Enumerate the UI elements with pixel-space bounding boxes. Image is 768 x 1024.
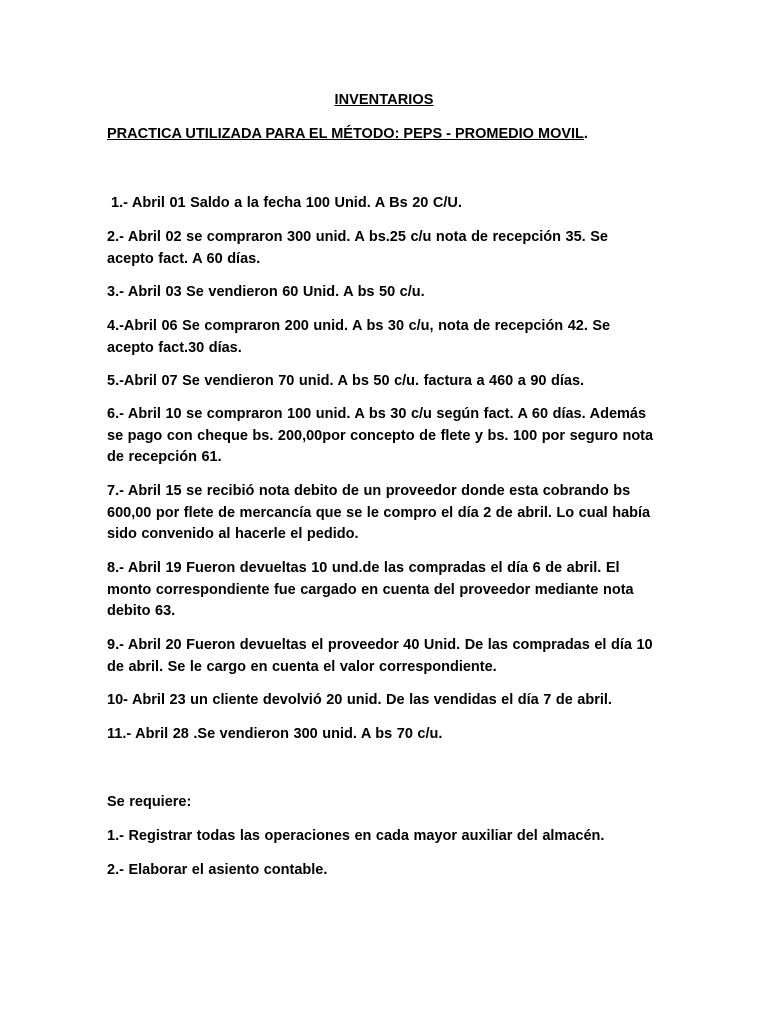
- list-item: 10- Abril 23 un cliente devolvió 20 unid. De las vendidas el día 7 de abril.: [107, 692, 612, 708]
- list-item: 7.- Abril 15 se recibió nota debito de un proveedor donde esta cobrando bs 600,00 por flete de mercancía que se le compro el día 2 de abril. Lo cual había sido convenido al hacerle el pedido.: [107, 483, 651, 542]
- list-item: 2.- Abril 02 se compraron 300 unid. A bs.25 c/u nota de recepción 35. Se acepto fact. A 60 días.: [107, 229, 608, 267]
- requirements-heading: Se requiere:: [107, 794, 192, 810]
- list-item: 8.- Abril 19 Fueron devueltas 10 und.de las compradas el día 6 de abril. El monto correspondiente fue cargado en cuenta del proveedor mediante nota debito 63.: [107, 560, 634, 619]
- document-title: INVENTARIOS: [334, 92, 434, 108]
- list-item: 4.-Abril 06 Se compraron 200 unid. A bs 30 c/u, nota de recepción 42. Se acepto fact.30 días.: [107, 318, 611, 356]
- list-item: 5.-Abril 07 Se vendieron 70 unid. A bs 50 c/u. factura a 460 a 90 días.: [107, 373, 585, 389]
- list-item: 6.- Abril 10 se compraron 100 unid. A bs 30 c/u según fact. A 60 días. Además se pago con cheque bs. 200,00por concepto de flete y bs. 100 por seguro nota de recepción 61.: [107, 406, 654, 465]
- requirement-item: 1.- Registrar todas las operaciones en cada mayor auxiliar del almacén.: [107, 828, 605, 844]
- requirement-item: 2.- Elaborar el asiento contable.: [107, 862, 328, 878]
- document-subtitle: [107, 126, 588, 142]
- subtitle-text: PRACTICA UTILIZADA PARA EL MÉTODO: PEPS - PROMEDIO MOVIL: [107, 126, 584, 142]
- list-item: 1.- Abril 01 Saldo a la fecha 100 Unid. A Bs 20 C/U.: [111, 195, 462, 211]
- subtitle-period: .: [583, 126, 588, 142]
- list-item: 11.- Abril 28 .Se vendieron 300 unid. A bs 70 c/u.: [107, 726, 443, 742]
- list-item: 3.- Abril 03 Se vendieron 60 Unid. A bs 50 c/u.: [107, 284, 425, 300]
- list-item: 9.- Abril 20 Fueron devueltas el proveedor 40 Unid. De las compradas el día 10 de abril. Se le cargo en cuenta el valor correspondiente.: [107, 637, 653, 675]
